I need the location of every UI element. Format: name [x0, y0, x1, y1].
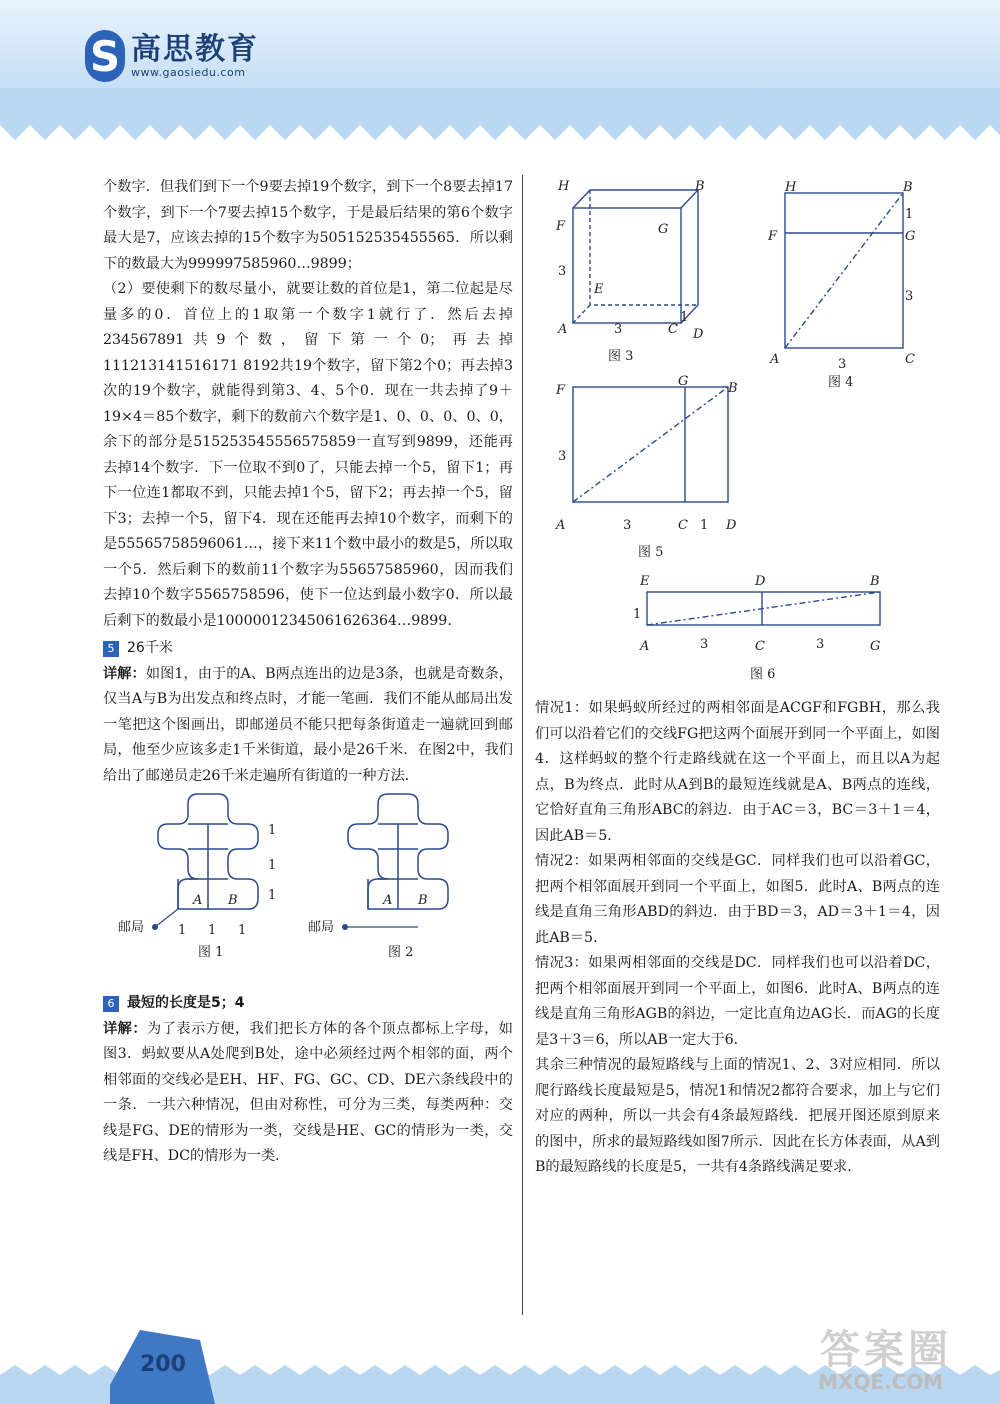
vertex-G: G [870, 639, 881, 654]
vertex-A: A [558, 322, 568, 337]
vertex-A: A [770, 352, 780, 367]
length-label: 1 [680, 310, 689, 325]
vertex-F: F [556, 219, 566, 234]
column-divider [522, 175, 523, 1315]
vertex-C: C [668, 322, 678, 337]
vertex-C: C [755, 639, 765, 654]
label-one: 1 [208, 923, 217, 938]
vertex-F: F [556, 383, 566, 398]
vertex-H: H [785, 180, 797, 195]
detail-text: 为了表示方便，我们把长方体的各个顶点都标上字母，如图3．蚂蚁要从A处爬到B处，途中必须经过两个相邻的面，两个相邻面的交线必是EH、HF、FG、GC、CD、DE六条线段中的一条．一共六种情况，但由对称性，可分为三类，每类两种：交线是FG、DE的情形为一类，交线是HE、GC的情形为一类，交线是FH、DC的情形为一类． [103, 1020, 513, 1164]
vertex-C: C [905, 352, 915, 367]
figure-caption: 图 3 [608, 349, 634, 364]
vertex-G: G [658, 222, 669, 237]
label-B: B [228, 893, 238, 908]
figure-1 [118, 794, 303, 960]
section-number: 5 [103, 641, 119, 657]
length-label: 3 [614, 322, 623, 337]
left-column [103, 175, 513, 1170]
label-one: 1 [178, 923, 187, 938]
section-5-title [103, 636, 513, 662]
section-heading: 最短的长度是5；4 [127, 995, 245, 1011]
vertex-B: B [728, 381, 738, 396]
paragraph: 个数字．但我们到下一个9要去掉19个数字，到下一个8要去掉17个数字，到下一个7要去掉15个数字，于是最后结果的第6个数字最大是7，应该去掉的15个数字为505152535455565．所以剩下的数最大为999997585960…9899； [103, 179, 513, 272]
logo-s-icon: S [85, 30, 125, 82]
page-number: 200 [140, 1352, 186, 1377]
watermark-url: MXQE.COM [818, 1370, 944, 1394]
brand-logo [85, 30, 259, 82]
label-one: 1 [268, 823, 277, 838]
vertex-G: G [678, 374, 689, 389]
vertex-E: E [594, 282, 604, 297]
section-5-body [103, 662, 513, 790]
length-label: 3 [700, 637, 709, 652]
figure-caption: 图 5 [638, 545, 664, 560]
figure-caption: 图 2 [388, 945, 414, 960]
label-A: A [383, 893, 393, 908]
paragraph: 其余三种情况的最短路线与上面的情况1、2、3对应相同．所以爬行路线长度最短是5，情况1和情况2都符合要求，加上与它们对应的两种，所以一共会有4条最短路线．把展开图还原到原来的图中，所求的最短路线如图7所示．因此在长方体表面，从A到B的最短路线的长度是5，一共有4条路线满足要求． [535, 1057, 940, 1175]
watermark-logo: 答案圈 [820, 1327, 952, 1373]
detail-label: 详解： [103, 1020, 147, 1037]
post-office-label: 邮局 [118, 920, 145, 935]
paragraph: （2）要使剩下的数尽量小，就要让数的首位是1，第二位起是尽量多的0．首位上的1取第一个数字1就行了．然后去掉234567891共9个数，留下第一个0；再去掉111213141516171 8192共19个数字，留下第2个0；再去掉3次的19个数字，就能得到第3、4、5个0．现在一共去掉了9＋19×4＝85个数字，剩下的数前六个数字是1、0、0、0、0、0，余下的部分是515253545556575859一直写到9899，还能再去掉14个数字．下一位取不到0了，只能去掉一个5，留下1；再下一位连1都取不到，只能去掉1个5，留下2；再去掉一个5，留下3；去掉一个5，留下4．现在还能再去掉10个数字，而剩下的是55565758596061…，接下来11个数中最小的数是5，所以取一个5．然后剩下的数前11个数字为55657585960，因而我们去掉10个数字5565758596，使下一位达到最小数字0．所以最后剩下的数最小是10000012345061626364…9899． [103, 281, 513, 629]
figure-5 [548, 372, 748, 562]
label-A: A [193, 893, 203, 908]
vertex-A: A [640, 639, 650, 654]
figure-2 [308, 794, 493, 960]
vertex-D: D [693, 327, 704, 342]
vertex-B: B [903, 180, 913, 195]
paragraph: 情况2：如果两相邻面的交线是GC．同样我们也可以沿着GC，把两个相邻面展开到同一个平面上，如图5．此时A、B两点的连线是直角三角形ABD的斜边．由于BD＝3，AD＝3＋1＝4，因此AB＝5． [535, 853, 940, 946]
length-label: 3 [838, 357, 847, 372]
figure-caption: 图 6 [750, 667, 776, 682]
length-label: 3 [816, 637, 825, 652]
length-label: 1 [905, 207, 914, 222]
figures-1-2 [103, 789, 513, 989]
detail-text: 如图1，由于的A、B两点连出的边是3条，也就是奇数条，仅当A与B为出发点和终点时，才能一笔画．我们不能从邮局出发一笔把这个图画出，即邮递员不能只把每条街道走一遍就回到邮局，他至少应该多走1千米街道，最小是26千米．在图2中，我们给出了邮递员走26千米走遍所有街道的一种方法． [103, 665, 513, 784]
length-label: 3 [558, 449, 567, 464]
figure-6 [630, 570, 900, 685]
figure-caption: 图 1 [198, 945, 224, 960]
detail-label: 详解： [103, 665, 146, 682]
section-number: 6 [103, 996, 119, 1012]
vertex-F: F [768, 229, 778, 244]
section-heading: 26千米 [127, 640, 173, 656]
length-label: 1 [633, 607, 642, 622]
label-one: 1 [268, 888, 277, 903]
right-column [535, 696, 940, 1181]
figure-caption: 图 4 [828, 375, 854, 390]
figure-4 [760, 178, 930, 393]
length-label: 3 [558, 264, 567, 279]
vertex-A: A [556, 518, 566, 533]
vertex-D: D [726, 518, 737, 533]
vertex-G: G [905, 229, 916, 244]
vertex-B: B [695, 179, 705, 194]
vertex-H: H [558, 179, 570, 194]
brand-name: 高思教育 [131, 31, 259, 67]
paragraph: 情况1：如果蚂蚁所经过的两相邻面是ACGF和FGBH，那么我们可以沿着它们的交线FG把这两个面展开到同一个平面上，如图4．这样蚂蚁的整个行走路线就在这一个平面上，而且以A为起点，B为终点．此时从A到B的最短连线就是A、B两点的连线，它恰好直角三角形ABC的斜边．由于AC＝3，BC＝3＋1＝4，因此AB＝5． [535, 700, 940, 844]
paragraph: 情况3：如果两相邻面的交线是DC．同样我们也可以沿着DC，把两个相邻面展开到同一个平面上，如图6．此时A、B两点的连线是直角三角形AGB的斜边，一定比直角边AG长．而AG的长度是3＋3＝6，所以AB一定大于6． [535, 955, 940, 1048]
figure-3 [548, 178, 718, 368]
post-office-label: 邮局 [308, 920, 335, 935]
vertex-B: B [870, 574, 880, 589]
vertex-D: D [755, 574, 766, 589]
length-label: 3 [905, 289, 914, 304]
section-6-title [103, 991, 513, 1017]
label-B: B [418, 893, 428, 908]
vertex-C: C [678, 518, 688, 533]
vertex-E: E [640, 574, 650, 589]
brand-url: www.gaosiedu.com [131, 65, 246, 79]
length-label: 3 [623, 518, 632, 533]
length-label: 1 [700, 518, 709, 533]
label-one: 1 [268, 858, 277, 873]
section-6-body [103, 1017, 513, 1170]
label-one: 1 [238, 923, 247, 938]
